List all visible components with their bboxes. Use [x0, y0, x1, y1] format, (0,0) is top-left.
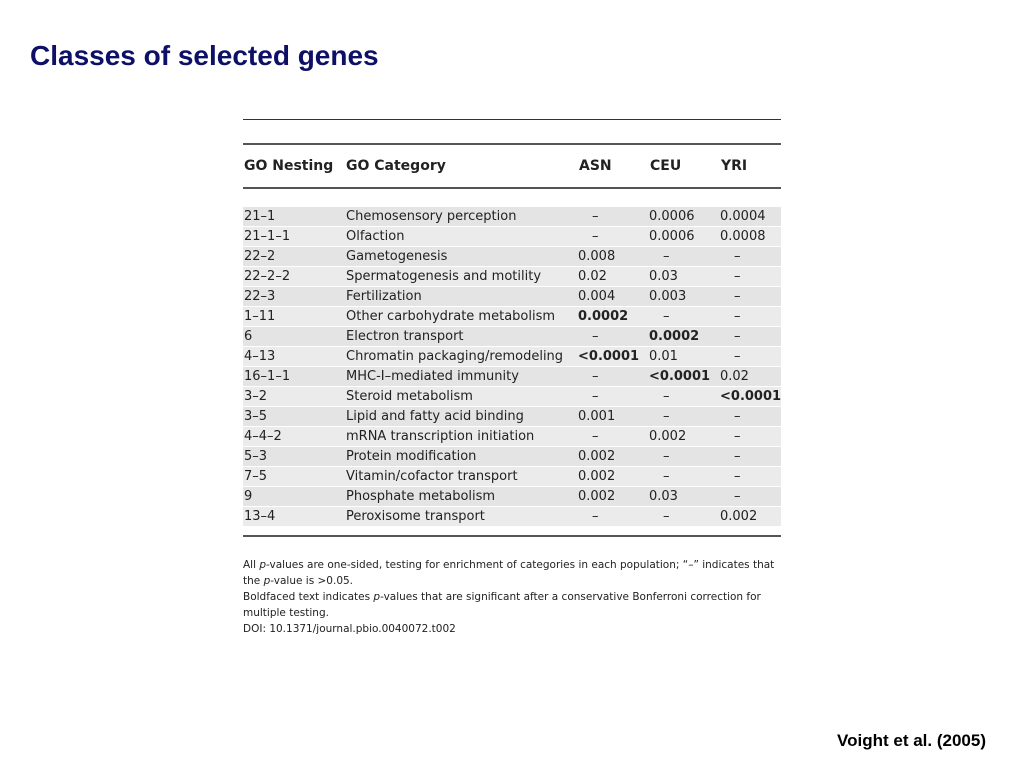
cell-ceu: 0.01	[649, 347, 720, 367]
cell-asn: –	[578, 427, 649, 447]
footnote-pvalues: All p-values are one-sided, testing for enrichment of categories in each population; “–” indicates that the p-value is >0.05.	[243, 559, 775, 587]
cell-category: Steroid metabolism	[345, 387, 578, 407]
cell-nesting: 9	[243, 487, 345, 507]
cell-nesting: 16–1–1	[243, 367, 345, 387]
footnote-doi: DOI: 10.1371/journal.pbio.0040072.t002	[243, 623, 456, 635]
cell-category: Fertilization	[345, 287, 578, 307]
cell-category: Other carbohydrate metabolism	[345, 307, 578, 327]
cell-asn: –	[578, 367, 649, 387]
column-header-yri: YRI	[720, 145, 781, 188]
cell-yri: –	[720, 347, 781, 367]
table-row	[243, 287, 781, 307]
cell-nesting: 6	[243, 327, 345, 347]
cell-ceu: 0.0006	[649, 227, 720, 247]
table-row	[243, 327, 781, 347]
cell-ceu: 0.0006	[649, 207, 720, 227]
cell-category: Vitamin/cofactor transport	[345, 467, 578, 487]
table-header-row	[243, 145, 781, 188]
cell-yri: –	[720, 407, 781, 427]
cell-ceu: 0.03	[649, 487, 720, 507]
table-bottom-rule	[243, 535, 781, 537]
cell-yri: –	[720, 307, 781, 327]
cell-nesting: 4–4–2	[243, 427, 345, 447]
cell-nesting: 7–5	[243, 467, 345, 487]
cell-category: Lipid and fatty acid binding	[345, 407, 578, 427]
table-row	[243, 447, 781, 467]
cell-yri: –	[720, 427, 781, 447]
cell-asn: <0.0001	[578, 347, 649, 367]
cell-category: mRNA transcription initiation	[345, 427, 578, 447]
table-row	[243, 367, 781, 387]
cell-nesting: 5–3	[243, 447, 345, 467]
cell-asn: 0.008	[578, 247, 649, 267]
table-row	[243, 387, 781, 407]
go-category-table	[243, 145, 781, 527]
table-row	[243, 347, 781, 367]
table-row	[243, 207, 781, 227]
cell-yri: –	[720, 467, 781, 487]
table-row	[243, 507, 781, 527]
table-body	[243, 188, 781, 527]
cell-category: Electron transport	[345, 327, 578, 347]
cell-category: Chemosensory perception	[345, 207, 578, 227]
cell-category: Phosphate metabolism	[345, 487, 578, 507]
cell-yri: 0.0008	[720, 227, 781, 247]
table-row	[243, 267, 781, 287]
column-header-ceu: CEU	[649, 145, 720, 188]
cell-asn: –	[578, 207, 649, 227]
cell-ceu: 0.03	[649, 267, 720, 287]
cell-yri: –	[720, 447, 781, 467]
results-table-figure	[243, 119, 781, 637]
cell-asn: 0.002	[578, 487, 649, 507]
table-row	[243, 307, 781, 327]
table-spacer-row	[243, 188, 781, 207]
cell-category: Gametogenesis	[345, 247, 578, 267]
table-row	[243, 467, 781, 487]
cell-asn: 0.002	[578, 467, 649, 487]
cell-nesting: 3–2	[243, 387, 345, 407]
cell-asn: 0.001	[578, 407, 649, 427]
cell-nesting: 21–1	[243, 207, 345, 227]
cell-category: Spermatogenesis and motility	[345, 267, 578, 287]
column-header-asn: ASN	[578, 145, 649, 188]
cell-nesting: 22–3	[243, 287, 345, 307]
cell-yri: 0.002	[720, 507, 781, 527]
cell-ceu: –	[649, 467, 720, 487]
slide-title: Classes of selected genes	[30, 40, 379, 71]
cell-yri: 0.02	[720, 367, 781, 387]
cell-asn: 0.002	[578, 447, 649, 467]
cell-yri: –	[720, 487, 781, 507]
cell-yri: –	[720, 247, 781, 267]
cell-ceu: 0.003	[649, 287, 720, 307]
table-footnotes	[243, 557, 781, 637]
table-row	[243, 407, 781, 427]
table-top-rule	[243, 119, 781, 120]
cell-nesting: 13–4	[243, 507, 345, 527]
cell-category: Protein modification	[345, 447, 578, 467]
column-header-go-category: GO Category	[345, 145, 578, 188]
cell-asn: 0.02	[578, 267, 649, 287]
cell-ceu: –	[649, 247, 720, 267]
cell-category: Olfaction	[345, 227, 578, 247]
cell-ceu: –	[649, 447, 720, 467]
cell-category: MHC-I–mediated immunity	[345, 367, 578, 387]
cell-ceu: –	[649, 407, 720, 427]
cell-nesting: 4–13	[243, 347, 345, 367]
cell-nesting: 3–5	[243, 407, 345, 427]
cell-ceu: –	[649, 507, 720, 527]
cell-asn: –	[578, 227, 649, 247]
cell-asn: 0.004	[578, 287, 649, 307]
cell-yri: –	[720, 327, 781, 347]
cell-asn: –	[578, 327, 649, 347]
table-row	[243, 487, 781, 507]
cell-asn: –	[578, 387, 649, 407]
table-row	[243, 227, 781, 247]
column-header-go-nesting: GO Nesting	[243, 145, 345, 188]
cell-yri: <0.0001	[720, 387, 781, 407]
cell-yri: 0.0004	[720, 207, 781, 227]
table-row	[243, 427, 781, 447]
cell-asn: 0.0002	[578, 307, 649, 327]
cell-ceu: –	[649, 307, 720, 327]
cell-ceu: 0.002	[649, 427, 720, 447]
table-row	[243, 247, 781, 267]
cell-yri: –	[720, 287, 781, 307]
cell-ceu: 0.0002	[649, 327, 720, 347]
cell-nesting: 1–11	[243, 307, 345, 327]
citation: Voight et al. (2005)	[837, 731, 986, 750]
cell-ceu: –	[649, 387, 720, 407]
cell-category: Peroxisome transport	[345, 507, 578, 527]
footnote-boldface: Boldfaced text indicates p-values that are significant after a conservative Bonferroni correction for multiple testing.	[243, 591, 761, 619]
cell-nesting: 22–2	[243, 247, 345, 267]
cell-category: Chromatin packaging/remodeling	[345, 347, 578, 367]
cell-yri: –	[720, 267, 781, 287]
cell-nesting: 21–1–1	[243, 227, 345, 247]
cell-ceu: <0.0001	[649, 367, 720, 387]
cell-nesting: 22–2–2	[243, 267, 345, 287]
cell-asn: –	[578, 507, 649, 527]
